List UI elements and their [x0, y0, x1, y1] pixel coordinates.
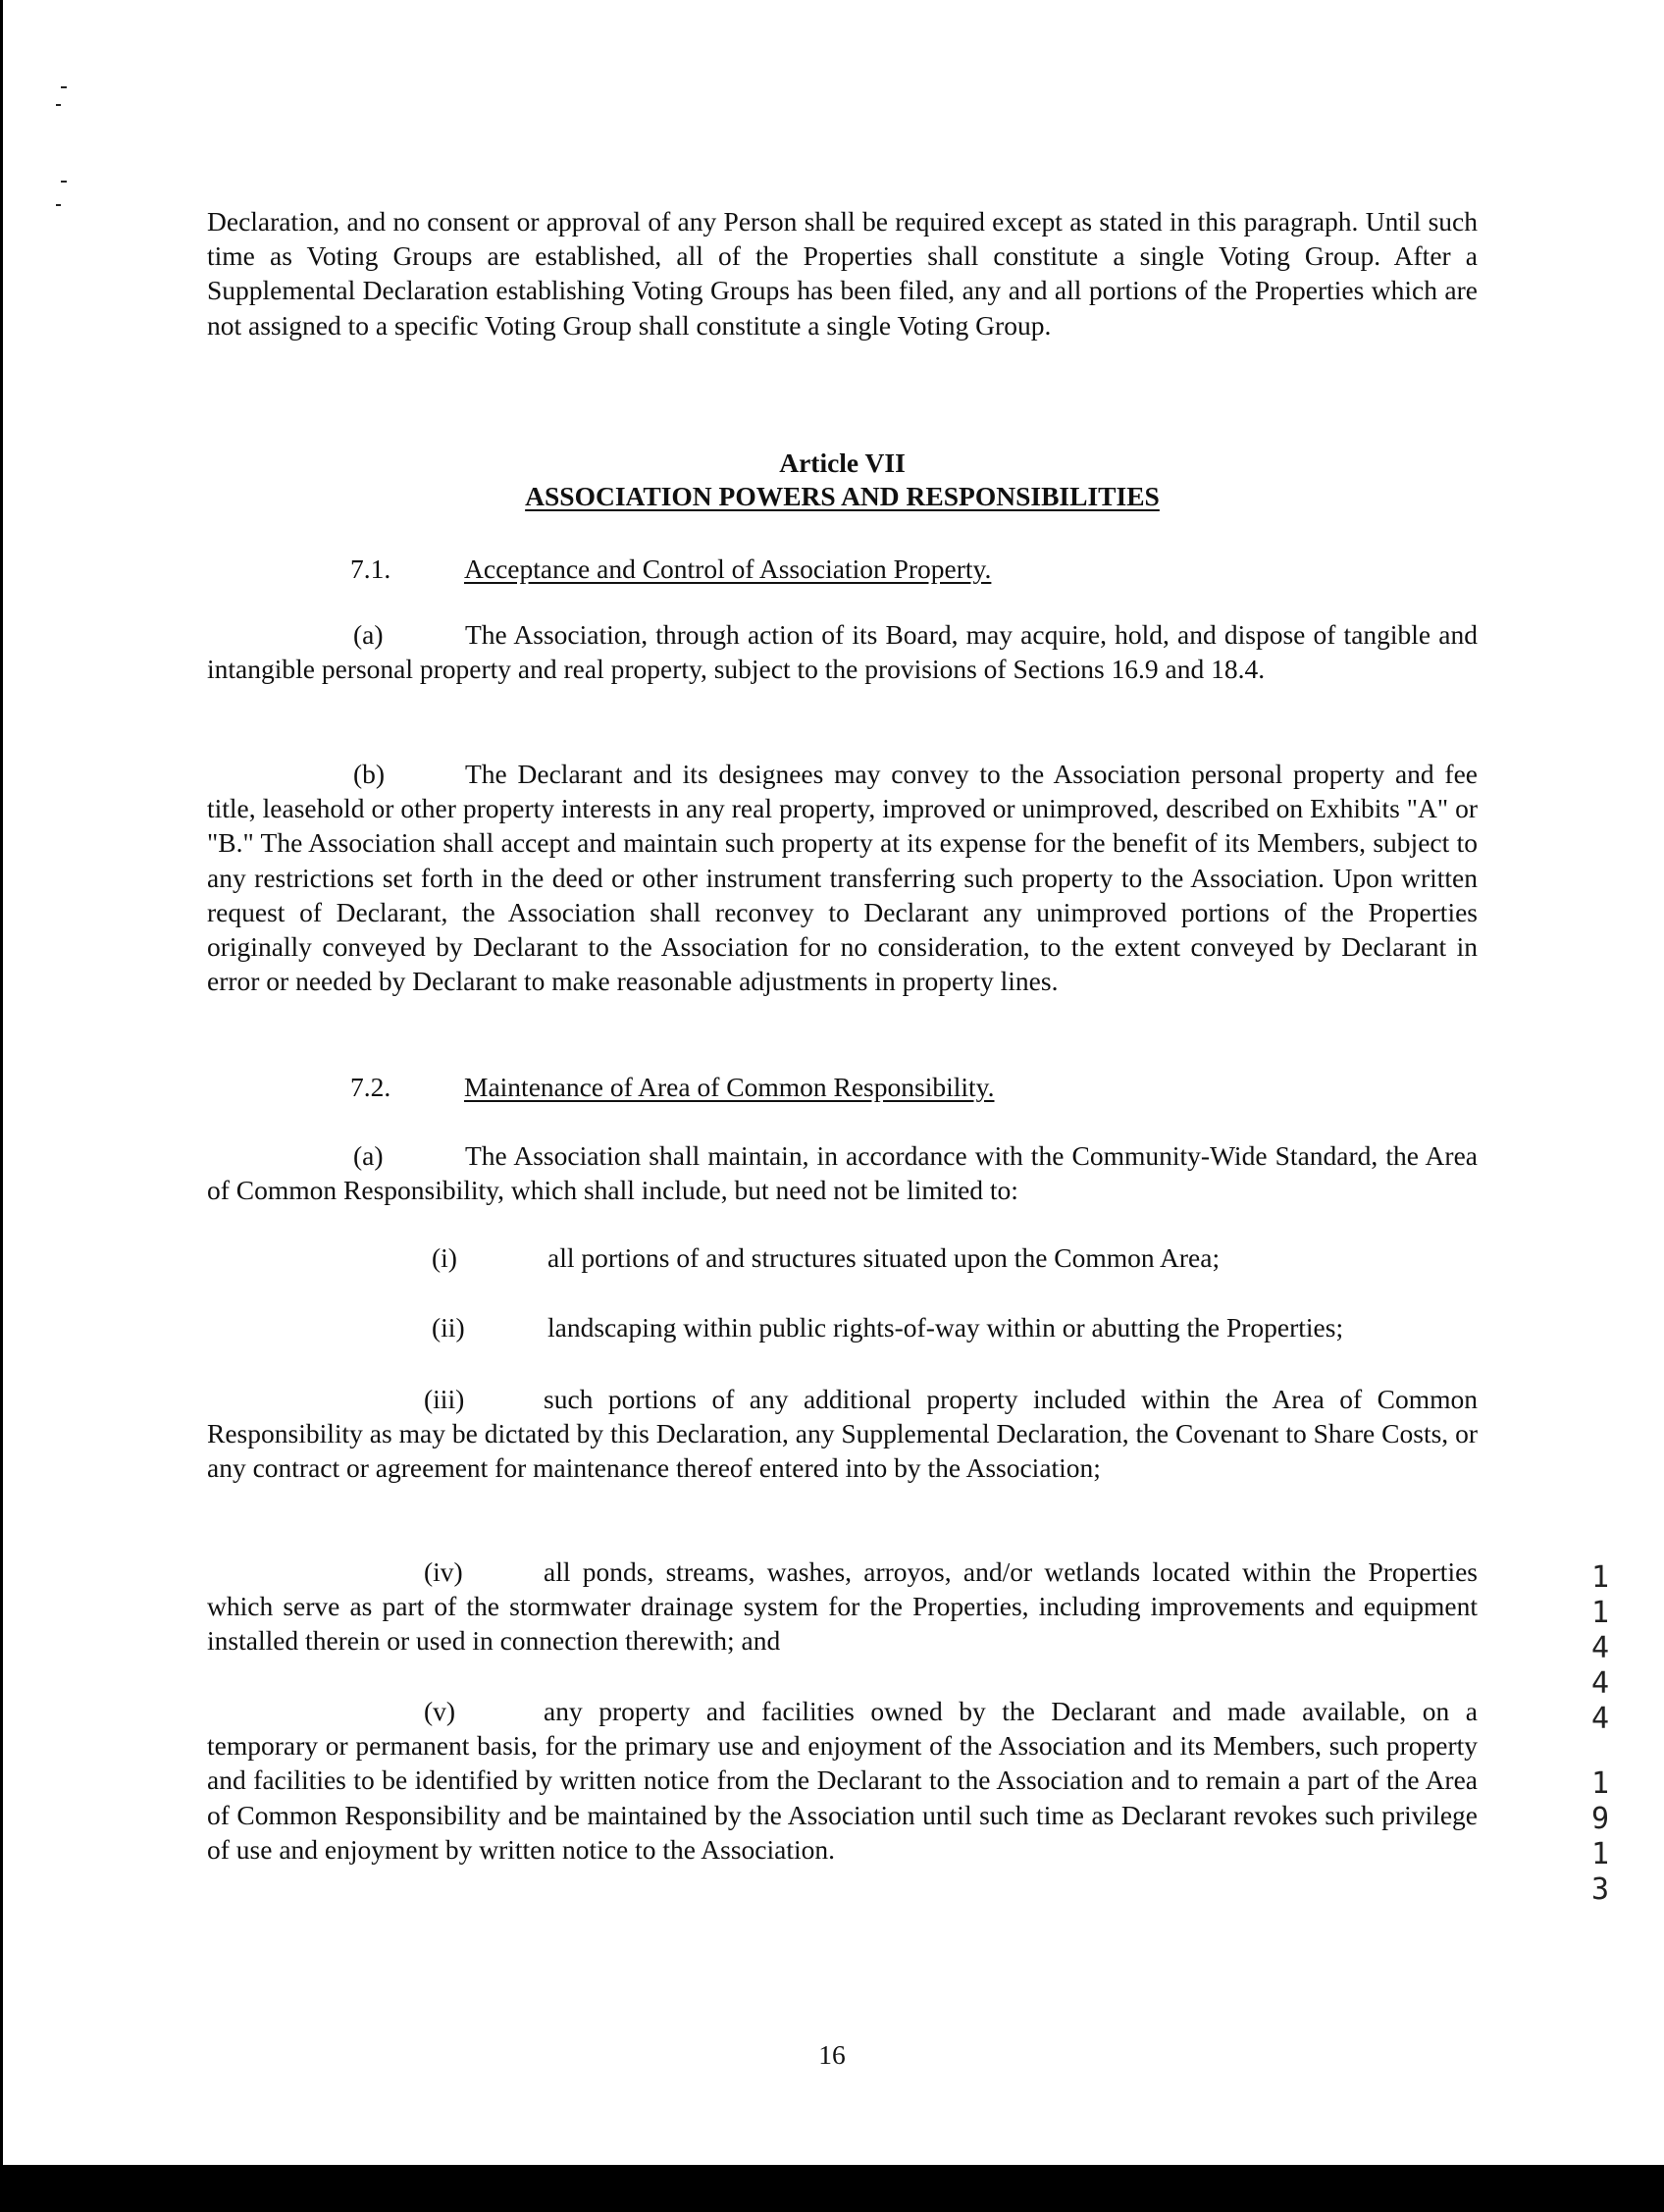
margin-ref-digit: 9 — [1591, 1802, 1610, 1836]
clause-text: The Association shall maintain, in accordance with the Community-Wide Standard, the Area of Common Responsibility, which shall include, but need not be limited to: — [207, 1140, 1478, 1206]
section-title: Acceptance and Control of Association Property. — [464, 553, 992, 584]
section-7-1-heading — [350, 553, 991, 586]
scan-speck — [56, 204, 61, 206]
section-title: Maintenance of Area of Common Responsibility. — [464, 1072, 995, 1102]
article-number: Article VII — [779, 448, 906, 478]
list-item — [207, 1382, 1478, 1486]
margin-ref-digit: 4 — [1591, 1702, 1610, 1736]
clause-label: (b) — [353, 759, 386, 789]
scan-bottom-edge — [0, 2165, 1664, 2212]
item-label: (v) — [424, 1696, 456, 1726]
article-title: ASSOCIATION POWERS AND RESPONSIBILITIES — [525, 481, 1160, 511]
item-text: all ponds, streams, washes, arroyos, and/or wetlands located within the Properties which serve as part of the stormwater drainage system for the Properties, including improvements and equipment installed therein or used in connection therewith; and — [207, 1556, 1478, 1657]
clause-label: (a) — [353, 1140, 384, 1171]
item-text: any property and facilities owned by the Declarant and made available, on a temporary or permanent basis, for the primary use and enjoyment of the Association and its Members, such property and facilities to be identified by written notice from the Declarant to the Association and to remain a part of the Area of Common Responsibility and be maintained by the Association until such time as Declarant revokes such privilege of use and enjoyment by written notice to the Association. — [207, 1696, 1478, 1865]
paragraph-intro: Declaration, and no consent or approval of any Person shall be required except as stated in this paragraph. Until such time as Voting Groups are established, all of the Properties shall constitute a single Voting Group. After a Supplemental Declaration establishing Voting Groups has been filed, any and all portions of the Properties which are not assigned to a specific Voting Group shall constitute a single Voting Group. — [207, 206, 1478, 341]
item-label: (i) — [432, 1242, 457, 1273]
page-number: 16 — [818, 2039, 846, 2070]
item-text: all portions of and structures situated upon the Common Area; — [547, 1242, 1221, 1273]
list-item — [432, 1311, 1343, 1344]
margin-ref-digit: 1 — [1591, 1560, 1610, 1595]
scan-speck — [61, 86, 67, 88]
margin-ref-digit: 1 — [1591, 1766, 1610, 1801]
margin-ref-digit: 3 — [1591, 1872, 1610, 1907]
scan-edge — [0, 0, 3, 2165]
section-7-1-a — [207, 617, 1478, 686]
margin-ref-digit: 1 — [1591, 1596, 1610, 1630]
item-label: (iii) — [424, 1384, 465, 1414]
scan-speck — [61, 181, 67, 183]
clause-text: The Association, through action of its Board, may acquire, hold, and dispose of tangible and intangible personal property and real property, subject to the provisions of Sections 16.9 and 18.4. — [207, 619, 1478, 685]
clause-text: The Declarant and its designees may convey to the Association personal property and fee title, leasehold or other property interests in any real property, improved or unimproved, described on Exhibits "A" or "B." The Association shall accept and maintain such property at its expense for the benefit of its Members, subject to any restrictions set forth in the deed or other instrument transferring such property to the Association. Upon written request of Declarant, the Association shall reconvey to Declarant any unimproved portions of the Properties originally conveyed by Declarant to the Association for no consideration, to the extent conveyed by Declarant in error or needed by Declarant to make reasonable adjustments in property lines. — [207, 759, 1478, 997]
list-item — [207, 1694, 1478, 1867]
section-7-2-a — [207, 1138, 1478, 1207]
section-7-1-b — [207, 757, 1478, 998]
scan-speck — [56, 104, 61, 106]
clause-label: (a) — [353, 619, 384, 650]
section-number: 7.2. — [350, 1072, 391, 1102]
section-7-2-heading — [350, 1071, 994, 1104]
margin-ref-digit: 4 — [1591, 1666, 1610, 1701]
list-item — [432, 1241, 1220, 1275]
item-text: landscaping within public rights-of-way within or abutting the Properties; — [547, 1312, 1344, 1343]
section-number: 7.1. — [350, 553, 391, 584]
margin-ref-digit: 1 — [1591, 1837, 1610, 1871]
list-item — [207, 1554, 1478, 1659]
item-label: (ii) — [432, 1312, 465, 1343]
item-label: (iv) — [424, 1556, 463, 1587]
item-text: such portions of any additional property included within the Area of Common Responsibility as may be dictated by this Declaration, any Supplemental Declaration, the Covenant to Share Costs, or any contract or agreement for maintenance thereof entered into by the Association; — [207, 1384, 1478, 1484]
margin-ref-digit: 4 — [1591, 1631, 1610, 1665]
